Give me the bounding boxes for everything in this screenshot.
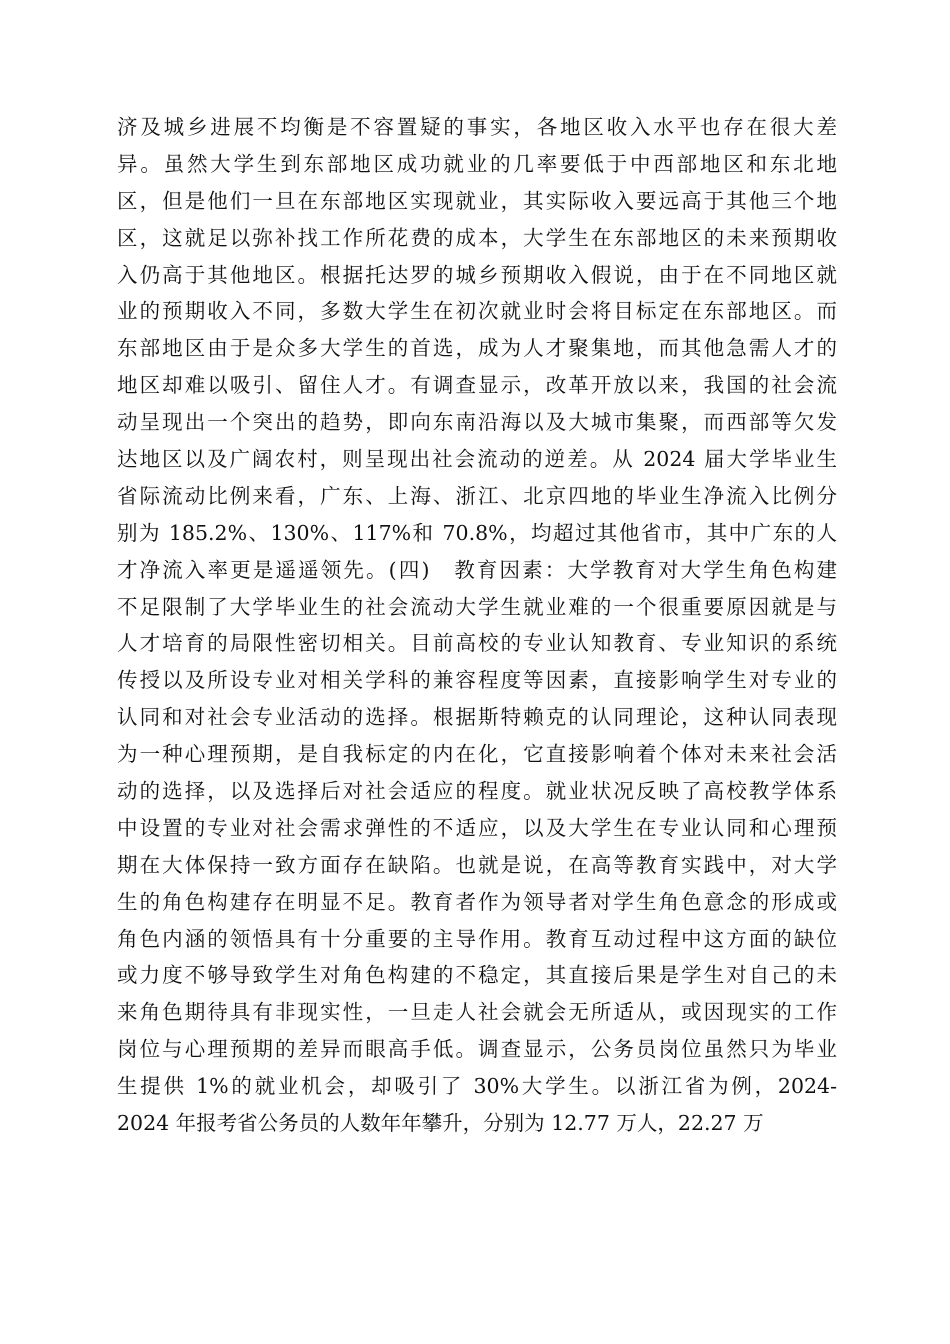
body-text — [117, 109, 837, 1142]
text-line: 或力度不够导致学生对角色构建的不稳定，其直接后果是学生对自己的未 — [117, 963, 837, 988]
text-line: 生的角色构建存在明显不足。教育者作为领导者对学生角色意念的形成或 — [117, 889, 837, 914]
text-line: 动的选择，以及选择后对社会适应的程度。就业状况反映了高校教学体系 — [117, 779, 837, 804]
text-line: 中设置的专业对社会需求弹性的不适应，以及大学生在专业认同和心理预 — [117, 815, 837, 840]
text-line: 济及城乡进展不均衡是不容置疑的事实，各地区收入水平也存在很大差 — [117, 115, 837, 139]
text-line: 生提供 1%的就业机会，却吸引了 30%大学生。以浙江省为例，2024- — [117, 1074, 837, 1099]
text-line: 期在大体保持一致方面存在缺陷。也就是说，在高等教育实践中，对大学 — [117, 852, 837, 877]
text-line: 东部地区由于是众多大学生的首选，成为人才聚集地，而其他急需人才的 — [117, 336, 837, 361]
text-line: 区，这就足以弥补找工作所花费的成本，大学生在东部地区的未来预期收 — [117, 225, 837, 250]
text-line: 区，但是他们一旦在东部地区实现就业，其实际收入要远高于其他三个地 — [117, 188, 837, 213]
text-line: 认同和对社会专业活动的选择。根据斯特赖克的认同理论，这种认同表现 — [117, 705, 837, 730]
text-line: 省际流动比例来看，广东、上海、浙江、北京四地的毕业生净流入比例分 — [117, 483, 837, 508]
text-line: 别为 185.2%、130%、117%和 70.8%，均超过其他省市，其中广东的人 — [117, 520, 837, 545]
text-line: 2024 年报考省公务员的人数年年攀升，分别为 12.77 万人，22.27 万 — [117, 1111, 764, 1136]
text-line: 传授以及所设专业对相关学科的兼容程度等因素，直接影响学生对专业的 — [117, 668, 837, 693]
text-line: 不足限制了大学毕业生的社会流动大学生就业难的一个很重要原因就是与 — [117, 594, 837, 619]
text-line: 来角色期待具有非现实性，一旦走人社会就会无所适从，或因现实的工作 — [117, 1000, 837, 1025]
text-line: 为一种心理预期，是自我标定的内在化，它直接影响着个体对未来社会活 — [117, 742, 837, 767]
text-line: 才净流入率更是遥遥领先。(四) 教育因素：大学教育对大学生角色构建 — [117, 557, 837, 582]
text-line: 动呈现出一个突出的趋势，即向东南沿海以及大城市集聚，而西部等欠发 — [117, 410, 837, 435]
text-line: 业的预期收入不同，多数大学生在初次就业时会将目标定在东部地区。而 — [117, 299, 837, 324]
text-line: 达地区以及广阔农村，则呈现出社会流动的逆差。从 2024 届大学毕业生 — [117, 447, 837, 472]
text-line: 地区却难以吸引、留住人才。有调查显示，改革开放以来，我国的社会流 — [117, 373, 837, 398]
text-line: 岗位与心理预期的差异而眼高手低。调查显示，公务员岗位虽然只为毕业 — [117, 1037, 837, 1062]
text-line: 异。虽然大学生到东部地区成功就业的几率要低于中西部地区和东北地 — [117, 151, 837, 176]
text-line: 入仍高于其他地区。根据托达罗的城乡预期收入假说，由于在不同地区就 — [117, 262, 837, 287]
text-line: 人才培育的局限性密切相关。目前高校的专业认知教育、专业知识的系统 — [117, 631, 837, 656]
text-line: 角色内涵的领悟具有十分重要的主导作用。教育互动过程中这方面的缺位 — [117, 926, 837, 951]
